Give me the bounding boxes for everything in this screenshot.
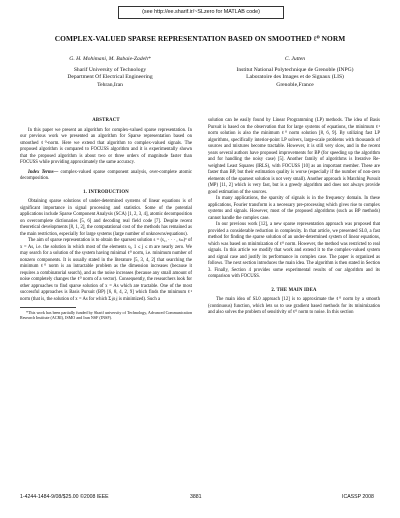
- introduction-heading: 1. INTRODUCTION: [83, 189, 129, 195]
- index-terms-text: complex-valued sparse component analysis, over-complete atomic decomposition.: [20, 169, 192, 181]
- abstract-heading: ABSTRACT: [92, 118, 120, 123]
- author-names-right: C. Jutten: [284, 56, 306, 62]
- affiliation-right-3: Grenoble,France: [276, 81, 314, 88]
- authors-left: [20, 56, 200, 89]
- footer-page-number: 3881: [190, 494, 202, 500]
- right-paragraph-2: In many applications, the sparsity of signals is in the frequency domain. In these applications, Fourier transform is a necessary pre-processing which gives rise to complex systems and signals. However, most of the proposed algorithms (such as BP methods) cannot handle the complex case.: [208, 196, 380, 221]
- right-paragraph-1: solution can be easily found by Linear Programming (LP) methods. The idea of Basis Pursuit is based on the observation that for large systems of equations, the minimum ℓ¹ norm solution is also the minimum ℓ⁰ norm solution [8, 6, 9]. By utilizing fast LP algorithms, specifically interior-point LP solvers, large-scale problems with thousands of sources and mixtures become tractable. However, it is still very slow, and in the recent years several authors have proposed improvements for BP (for speeding up the algorithm and for handling the noisy case) [5]. Another family of algorithms is Iterative Re-weighted Least Squares (IRLS), with FOCUSS [10] as an important member. These are faster than BP, but their estimation quality is worse (especially if the number of non-zero elements of the sparsest solution is not very small). Another approach is Matching Pursuit (MP) [11, 2] which is very fast, but is a greedy algorithm and does not always provide good estimation of the sources.: [208, 118, 380, 195]
- affiliation-left-3: Tehran,Iran: [97, 81, 123, 88]
- affiliation-left-2: Department Of Electrical Engineering: [67, 74, 153, 81]
- paper-title: COMPLEX-VALUED SPARSE REPRESENTATION BASED ON SMOOTHED ℓ⁰ NORM: [54, 34, 346, 43]
- intro-paragraph-2: The aim of sparse representation is to obtain the sparsest solution s = (s₁, · · · , sₘ)ᵀ of x = As, i.e. the solution in which most of the elements sⱼ, 1 ≤ j ≤ m are nearly zero. We may search for a solution of the system having minimal ℓ⁰ norm, i.e. minimum number of nonzero components. It is usually stated in the literature [5, 3, 4, 2] that searching the minimum ℓ⁰ norm is an intractable problem as the dimension increases (because it requires a combinatorial search), and as the noise increases (because any small amount of noise completely changes the ℓ⁰ norm of a vector). Consequently, the researchers look for other approaches to find sparse solution of x = As which are tractable. One of the most successful approaches is Basis Pursuit (BP) [6, 8, 4, 2, 9] which finds the minimum ℓ¹ norm (that is, the solution of x = As for which Σⱼ|sⱼ| is minimized). Such a: [20, 238, 192, 302]
- main-idea-heading: 2. THE MAIN IDEA: [271, 287, 317, 293]
- main-idea-paragraph: The main idea of SL0 approach [12] is to approximate the ℓ⁰ norm by a smooth (continuous) function, which lets us to use gradient based methods for its minimization and also solves the problem of sensitivity of ℓ⁰ norm to noise. In this section: [208, 297, 380, 315]
- footer-isbn: 1-4244-1484-9/08/$25.00 ©2008 IEEE: [20, 494, 109, 500]
- footnote-rule: [20, 307, 76, 308]
- index-terms: [20, 170, 192, 183]
- affiliation-right-1: Institut National Polytechnique de Grenoble (INPG): [236, 67, 354, 74]
- footer-conference: ICASSP 2008: [342, 494, 374, 500]
- right-column: [208, 118, 380, 317]
- affiliation-left-1: Sharif University of Technology: [73, 67, 147, 74]
- intro-paragraph-1: Obtaining sparse solutions of under-determined systems of linear equations is of significant importance in signal processing and statistics. Some of the potential applications include Sparse Component Analysis (SCA) [1, 2, 3, 4], atomic decomposition on overcomplete dictionaries [5, 6] and decoding real field code [7]. Despite recent theoretical developments [8, 1, 2], the computational cost of the methods has remained as the main restriction, especially for large systems (large number of unknowns/equations).: [20, 199, 192, 237]
- authors-right: [205, 56, 385, 89]
- index-terms-label: Index Terms—: [28, 169, 59, 175]
- left-column: [20, 118, 192, 321]
- right-paragraph-3: In our previous work [12], a new sparse representation approach was proposed that provided a considerable reduction in complexity. In that article, we presented SL0, a fast method for finding the sparse solution of an under-determined system of linear equations, which was based on minimization of ℓ⁰ norm. However, the method was restricted to real signals. In this article we modify that work and extend it to the complex-valued system and signal case and justify its performance in complex case. The paper is organized as follows. The next section introduces the main idea. The algorithm is then stated in Section 3. Finally, Section 4 provides some experimental results of our algorithm and its comparison with FOCUSS.: [208, 222, 380, 279]
- footnote: *This work has been partially funded by Sharif university of Technology, Advanced Communication Research Institute (ACRI), ISMO and Iran NSF (INSF).: [20, 310, 192, 321]
- author-names-left: G. H. Mohimani, M. Babaie-Zadeh*: [69, 56, 151, 62]
- header-code-note: (see http://ee.sharif.ir/~SLzero for MATLAB code): [118, 6, 284, 19]
- abstract-text: In this paper we present an algorithm for complex-valued sparse representation. In our previous work we presented an algorithm for Sparse representation based on smoothed ℓ⁰-norm. Here we extend that algorithm to complex-valued signals. The proposed algorithm is compared to FOCUSS algorithm and it is experimentally shown that the proposed algorithm is about two or three orders of magnitude faster than FOCUSS while providing approximately the same accuracy.: [20, 127, 192, 165]
- affiliation-right-2: Laboratoire des Images et de Signaux (LIS): [246, 74, 344, 81]
